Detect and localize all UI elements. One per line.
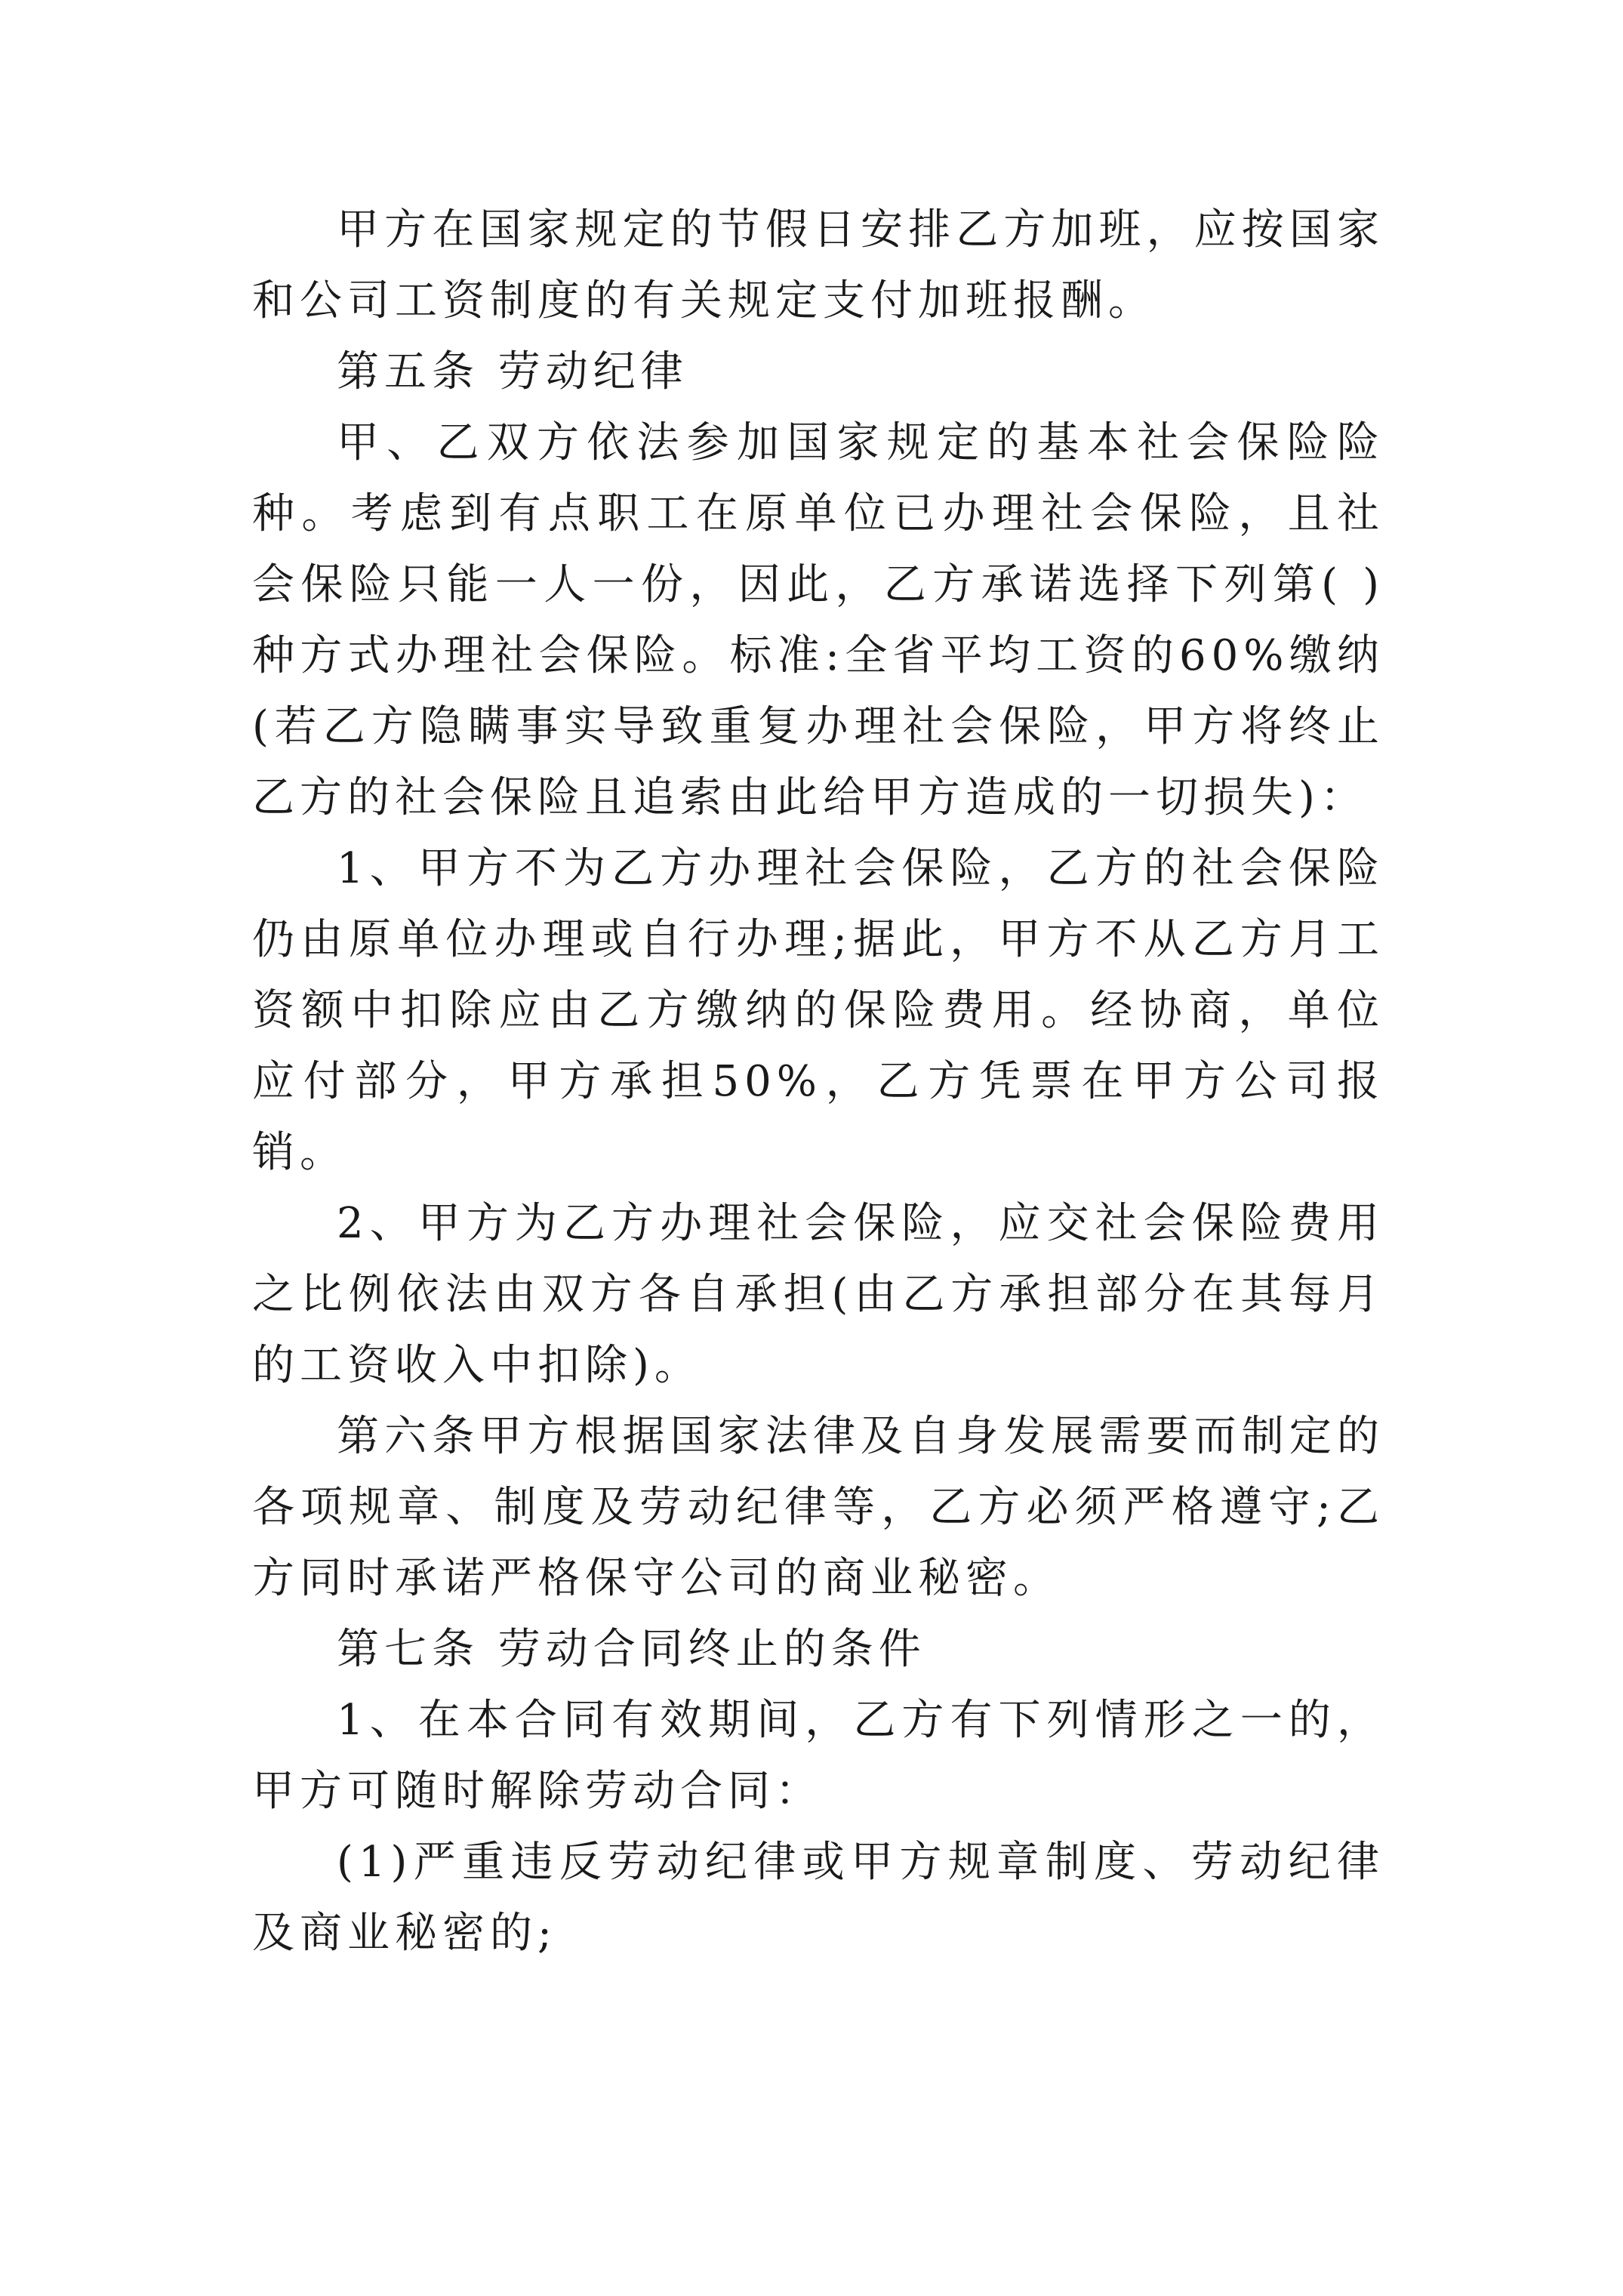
heading-article-5: 第五条 劳动纪律 — [337, 347, 688, 396]
document-body — [252, 195, 1384, 1969]
paragraph-insurance-option-1: 1、甲方不为乙方办理社会保险，乙方的社会保险仍由原单位办理或自行办理;据此，甲方不从乙方月工资额中扣除应由乙方缴纳的保险费用。经协商，单位应付部分，甲方承担50%，乙方凭票在甲方公司报销。 — [252, 844, 1384, 1177]
paragraph-insurance-option-2: 2、甲方为乙方办理社会保险，应交社会保险费用之比例依法由双方各自承担(由乙方承担部分在其每月的工资收入中扣除)。 — [252, 1199, 1384, 1390]
paragraph-overtime-pay: 甲方在国家规定的节假日安排乙方加班，应按国家和公司工资制度的有关规定支付加班报酬。 — [252, 205, 1384, 325]
paragraph-termination-conditions: 1、在本合同有效期间，乙方有下列情形之一的，甲方可随时解除劳动合同： — [252, 1696, 1384, 1816]
heading-article-7: 第七条 劳动合同终止的条件 — [337, 1625, 926, 1674]
paragraph-article-6: 第六条甲方根据国家法律及自身发展需要而制定的各项规章、制度及劳动纪律等，乙方必须严格遵守;乙方同时承诺严格保守公司的商业秘密。 — [252, 1412, 1384, 1603]
paragraph-termination-item-1: (1)严重违反劳动纪律或甲方规章制度、劳动纪律及商业秘密的; — [252, 1838, 1384, 1958]
paragraph-social-insurance: 甲、乙双方依法参加国家规定的基本社会保险险种。考虑到有点职工在原单位已办理社会保险，且社会保险只能一人一份，因此，乙方承诺选择下列第( )种方式办理社会保险。标准:全省平均工资的60%缴纳(若乙方隐瞒事实导致重复办理社会保险，甲方将终止乙方的社会保险且追索由此给甲方造成的一切损失)： — [252, 418, 1384, 822]
